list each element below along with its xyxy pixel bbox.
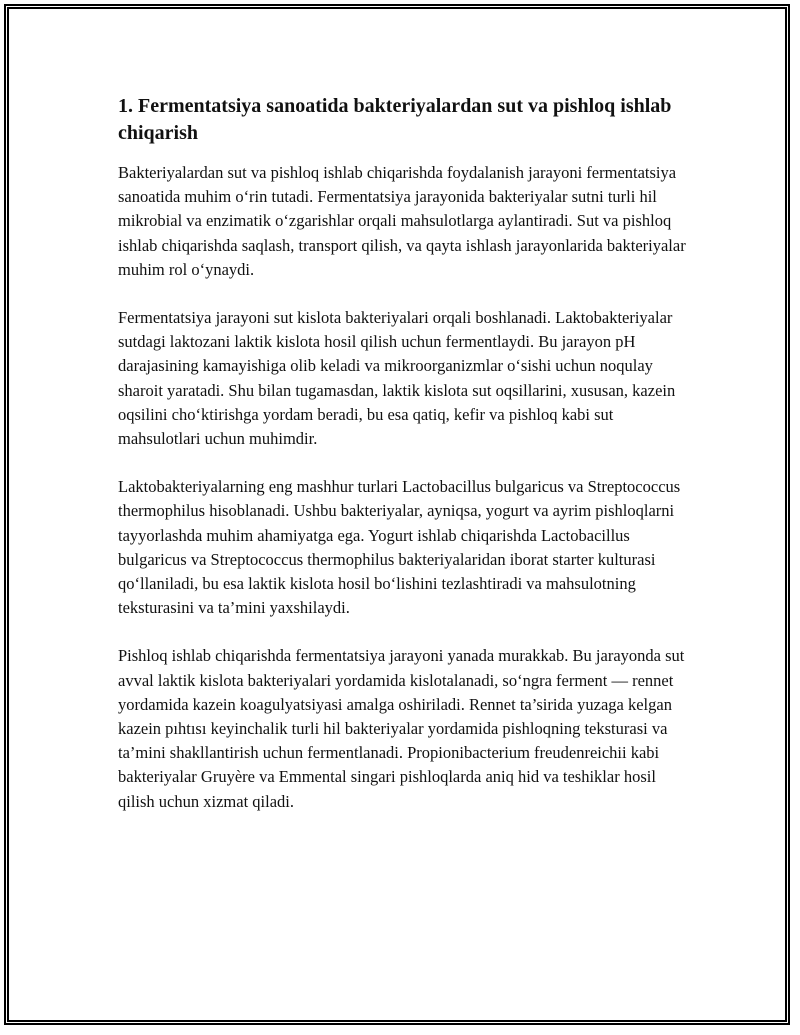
paragraph-2: Fermentatsiya jarayoni sut kislota bakteriyalari orqali boshlanadi. Laktobakteriyalar sutdagi laktozani laktik kislota hosil qilish uchun fermentlaydi. Bu jarayon pH darajasining kamayishiga olib keladi va mikroorganizmlar o‘sishi uchun noqulay sharoit yaratadi. Shu bilan tugamasdan, laktik kislota sut oqsillarini, xususan, kazein oqsilini cho‘ktirishga yordam beradi, bu esa qatiq, kefir va pishloq kabi sut mahsulotlari uchun muhimdir. [118,308,676,449]
document-body [118,93,688,838]
paragraph-1: Bakteriyalardan sut va pishloq ishlab chiqarishda foydalanish jarayoni fermentatsiya sanoatida muhim o‘rin tutadi. Fermentatsiya jarayonida bakteriyalar sutni turli hil mikrobial va enzimatik o‘zgarishlar orqali mahsulotlarga aylantiradi. Sut va pishloq ishlab chiqarishda saqlash, transport qilish, va qayta ishlash jarayonlarida bakteriyalar muhim rol o‘ynaydi. [118,163,686,279]
paragraph-3: Laktobakteriyalarning eng mashhur turlari Lactobacillus bulgaricus va Streptococcus thermophilus hisoblanadi. Ushbu bakteriyalar, ayniqsa, yogurt va ayrim pishloqlarni tayyorlashda muhim ahamiyatga ega. Yogurt ishlab chiqarishda Lactobacillus bulgaricus va Streptococcus thermophilus bakteriyalaridan iborat starter kulturasi qo‘llaniladi, bu esa laktik kislota hosil bo‘lishini tezlashtiradi va mahsulotning teksturasini va ta’mini yaxshilaydi. [118,477,681,618]
section-heading: 1. Fermentatsiya sanoatida bakteriyalardan sut va pishloq ishlab chiqarish [118,95,672,144]
paragraph-4: Pishloq ishlab chiqarishda fermentatsiya jarayoni yanada murakkab. Bu jarayonda sut avval laktik kislota bakteriyalari yordamida kislotalanadi, so‘ngra ferment — rennet yordamida kazein koagulyatsiyasi amalga oshiriladi. Rennet ta’sirida yuzaga kelgan kazein pıhtısı keyinchalik turli hil bakteriyalar yordamida pishloqning teksturasi va ta’mini shakllantirish uchun fermentlanadi. Propionibacterium freudenreichii kabi bakteriyalar Gruyère va Emmental singari pishloqlarda aniq hid va teshiklar hosil qilish uchun xizmat qiladi. [118,646,685,811]
